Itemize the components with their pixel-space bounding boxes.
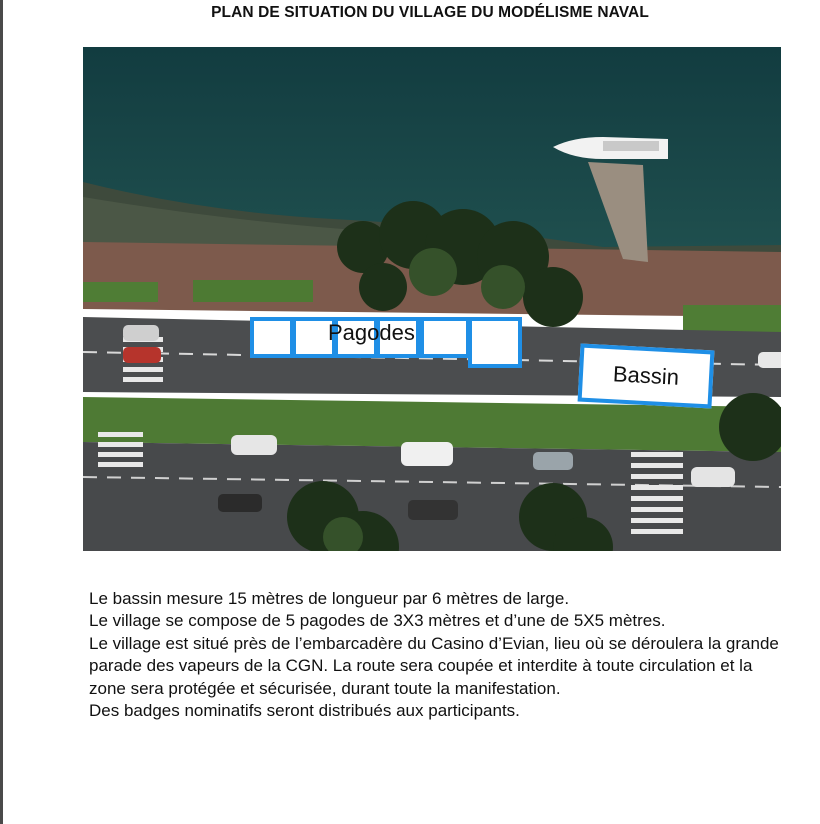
paragraph-location: Le village est situé près de l’embarcadère du Casino d’Evian, lieu où se déroulera la grande parade des vapeurs de la CGN. La route sera coupée et interdite à toute circulation et la zone sera protégée et sécurisée, durant toute la manifestation.	[89, 633, 779, 698]
paragraph-village-composition: Le village se compose de 5 pagodes de 3X3 mètres et d’une de 5X5 mètres.	[89, 611, 666, 631]
pagoda-marker	[422, 319, 468, 356]
pagodes-label: Pagodes	[328, 320, 415, 345]
page-edge-rule	[0, 0, 3, 824]
pagoda-marker	[252, 319, 292, 356]
aerial-map	[83, 47, 781, 551]
description-text	[89, 588, 789, 722]
pagoda-marker-large	[470, 319, 520, 366]
bassin-label: Bassin	[612, 361, 680, 390]
bassin-marker	[578, 344, 715, 409]
aerial-photo	[83, 47, 781, 551]
paragraph-badges: Des badges nominatifs seront distribués aux participants.	[89, 701, 520, 721]
paragraph-bassin-size: Le bassin mesure 15 mètres de longueur par 6 mètres de large.	[89, 589, 570, 608]
document-title: PLAN DE SITUATION DU VILLAGE DU MODÉLISME NAVAL	[211, 4, 649, 21]
